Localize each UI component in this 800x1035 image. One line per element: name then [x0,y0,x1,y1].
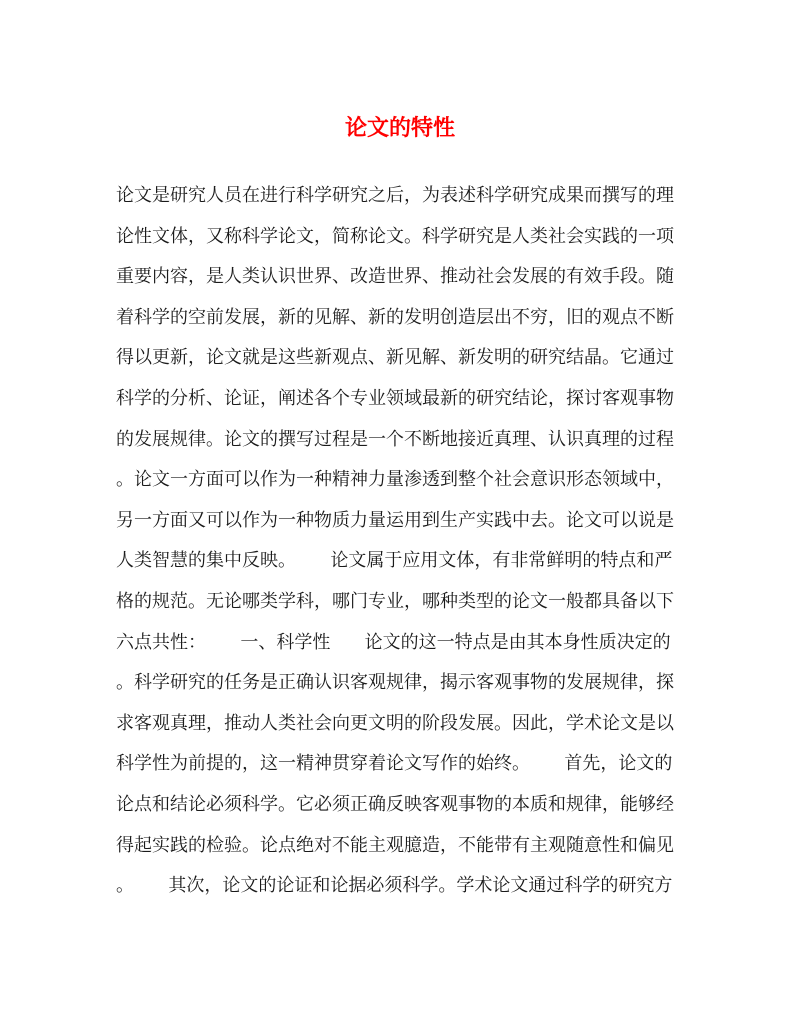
text-line: 论文是研究人员在进行科学研究之后，为表述科学研究成果而撰写的理 [116,185,674,206]
text-line: 得以更新，论文就是这些新观点、新见解、新发明的研究结晶。它通过 [116,347,674,369]
text-line: 。论文一方面可以作为一种精神力量渗透到整个社会意识形态领域中， [116,469,674,491]
text-line: 得起实践的检验。论点绝对不能主观臆造，不能带有主观随意性和偏见 [116,834,674,856]
text-line: 格的规范。无论哪类学科，哪门专业，哪种类型的论文一般都具备以下 [116,590,674,612]
text-line: 科学性为前提的，这一精神贯穿着论文写作的始终。 首先，论文的 [116,753,673,775]
text-line: 着科学的空前发展，新的见解、新的发明创造层出不穷，旧的观点不断 [116,306,674,328]
text-line: 另一方面又可以作为一种物质力量运用到生产实践中去。论文可以说是 [116,509,674,531]
text-line: 六点共性： 一、科学性 论文的这一特点是由其本身性质决定的 [116,631,671,653]
text-line: 。 其次，论文的论证和论据必须科学。学术论文通过科学的研究方 [116,875,673,897]
text-line: 论点和结论必须科学。它必须正确反映客观事物的本质和规律，能够经 [116,793,674,815]
body-text [116,176,686,907]
text-line: 人类智慧的集中反映。 论文属于应用文体，有非常鲜明的特点和严 [116,550,673,572]
page-title: 论文的特性 [344,115,455,141]
text-line: 。科学研究的任务是正确认识客观规律，揭示客观事物的发展规律，探 [116,672,674,694]
text-line: 的发展规律。论文的撰写过程是一个不断地接近真理、认识真理的过程 [116,428,674,450]
text-line: 论性文体，又称科学论文，简称论文。科学研究是人类社会实践的一项 [116,225,674,247]
text-line: 科学的分析、论证，阐述各个专业领域最新的研究结论，探讨客观事物 [116,387,674,409]
text-line: 求客观真理，推动人类社会向更文明的阶段发展。因此，学术论文是以 [116,712,674,734]
text-line: 重要内容，是人类认识世界、改造世界、推动社会发展的有效手段。随 [116,266,674,288]
